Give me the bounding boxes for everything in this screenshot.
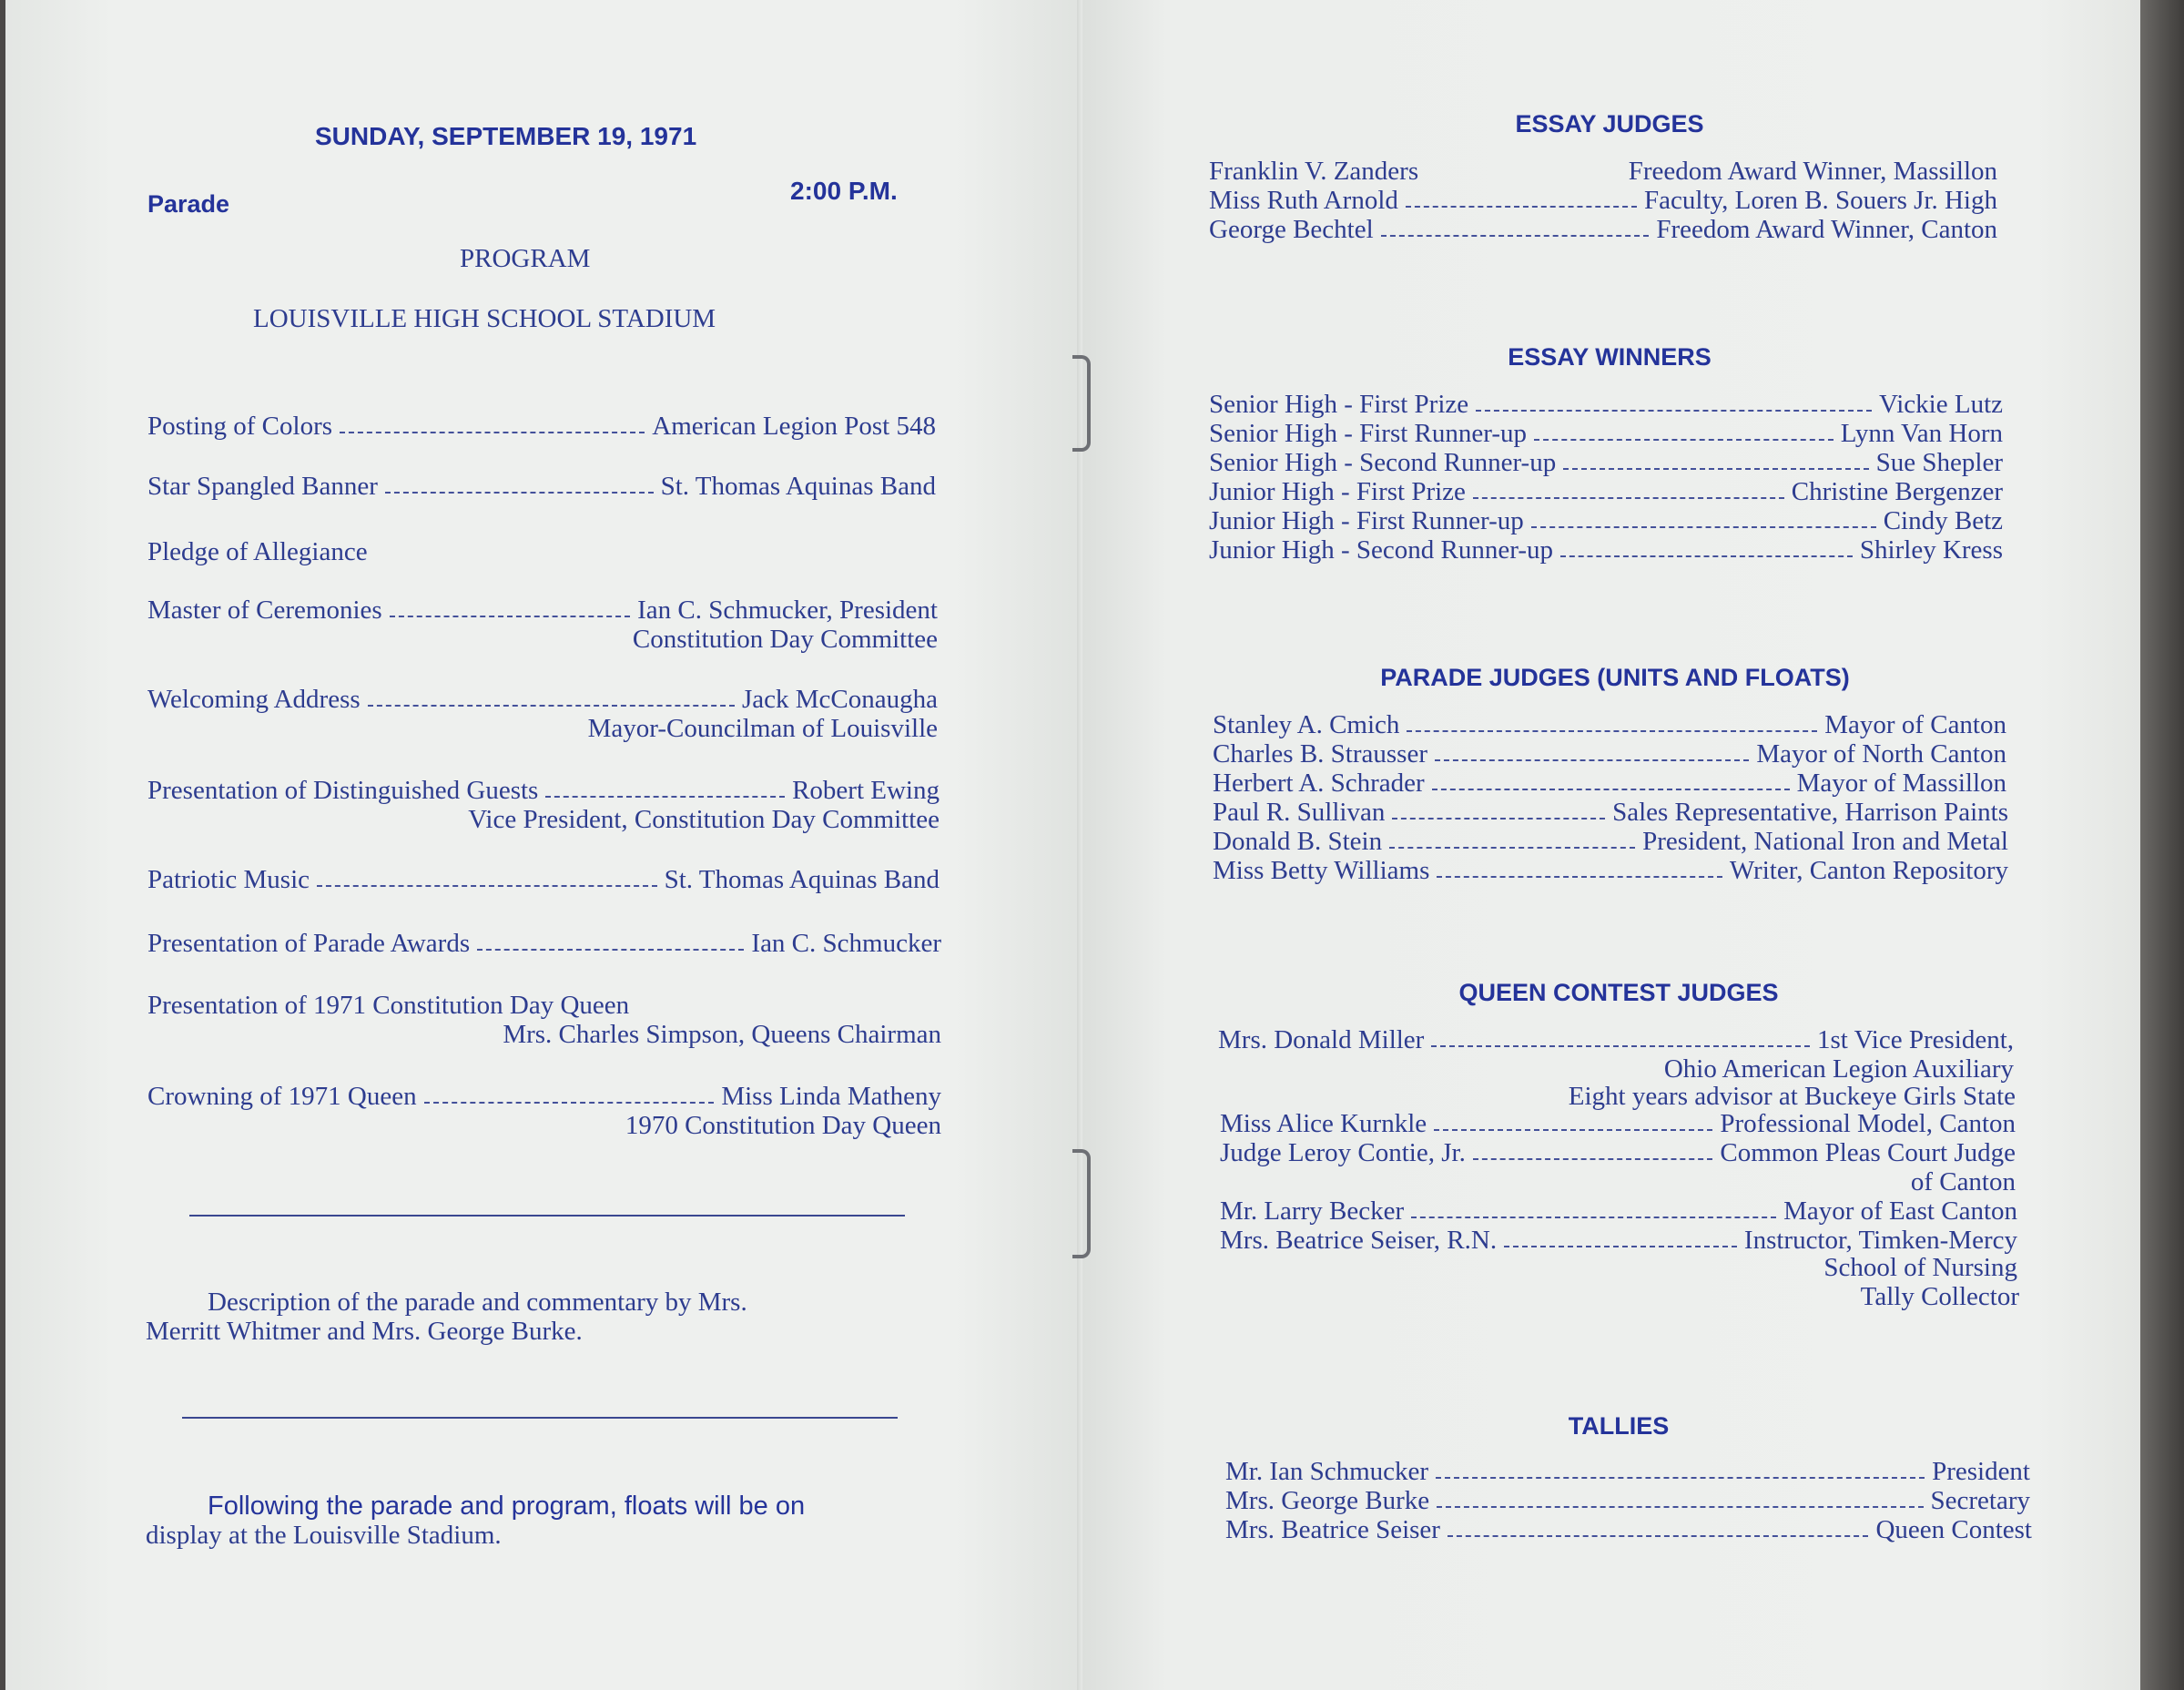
program-item: Master of Ceremonies Ian C. Schmucker, President xyxy=(147,596,938,625)
commentary-line2: Merritt Whitmer and Mrs. George Burke. xyxy=(146,1317,583,1346)
essay-winner-row: Senior High - First Runner-up Lynn Van Horn xyxy=(1209,419,2003,448)
program-item: Presentation of Distinguished Guests Robert Ewing xyxy=(147,776,940,805)
program-item: Pledge of Allegiance xyxy=(147,537,368,566)
queen-judge-row: Miss Alice Kurnkle Professional Model, Canton xyxy=(1220,1109,2016,1138)
queen-judge-row: Mrs. Donald Miller 1st Vice President, xyxy=(1218,1025,2014,1054)
program-title: PROGRAM xyxy=(460,244,591,273)
program-item-detail: Mayor-Councilman of Louisville xyxy=(587,714,938,743)
queen-judge-row: Mrs. Beatrice Seiser, R.N. Instructor, Timken-Mercy xyxy=(1220,1226,2017,1255)
queen-judge-detail: Tally Collector xyxy=(1860,1282,2019,1311)
queen-judge-detail: of Canton xyxy=(1910,1167,2016,1196)
program-date: SUNDAY, SEPTEMBER 19, 1971 xyxy=(315,122,697,150)
parade-judges-title: PARADE JUDGES (UNITS AND FLOATS) xyxy=(1380,664,1850,691)
program-item-detail: Constitution Day Committee xyxy=(632,625,938,654)
staple-bottom xyxy=(1072,1149,1091,1258)
tally-row: Mrs. Beatrice Seiser Queen Contest xyxy=(1225,1515,2032,1544)
essay-judges-title: ESSAY JUDGES xyxy=(1515,110,1704,137)
parade-judge-row: Charles B. Strausser Mayor of North Canton xyxy=(1213,739,2006,769)
program-item: Crowning of 1971 Queen Miss Linda Matheny xyxy=(147,1082,941,1111)
divider xyxy=(189,1215,905,1217)
essay-judge-row: George Bechtel Freedom Award Winner, Canton xyxy=(1209,215,1997,244)
commentary-line1: Description of the parade and commentary by Mrs. xyxy=(208,1288,747,1317)
parade-judge-row: Herbert A. Schrader Mayor of Massillon xyxy=(1213,769,2006,798)
essay-judge-row: Miss Ruth Arnold Faculty, Loren B. Souers Jr. High xyxy=(1209,186,1997,215)
essay-winners-title: ESSAY WINNERS xyxy=(1508,343,1712,371)
parade-label: Parade xyxy=(147,190,230,218)
queen-judges-title: QUEEN CONTEST JUDGES xyxy=(1458,979,1779,1006)
essay-judge-row: Franklin V. Zanders Freedom Award Winner, Massillon xyxy=(1209,157,1997,186)
essay-winner-row: Junior High - First Runner-up Cindy Betz xyxy=(1209,506,2003,535)
following-line2: display at the Louisville Stadium. xyxy=(146,1521,502,1550)
venue: LOUISVILLE HIGH SCHOOL STADIUM xyxy=(253,304,716,333)
program-item: Welcoming Address Jack McConaugha xyxy=(147,685,938,714)
parade-judge-row: Stanley A. Cmich Mayor of Canton xyxy=(1213,710,2006,739)
queen-judge-detail: Eight years advisor at Buckeye Girls State xyxy=(1568,1082,2016,1111)
staple-top xyxy=(1072,355,1091,452)
tallies-title: TALLIES xyxy=(1568,1412,1670,1440)
program-item-detail: Vice President, Constitution Day Committee xyxy=(468,805,940,834)
following-line1: Following the parade and program, floats will be on xyxy=(208,1491,806,1521)
program-item: Presentation of 1971 Constitution Day Queen xyxy=(147,991,630,1020)
queen-judge-row: Mr. Larry Becker Mayor of East Canton xyxy=(1220,1196,2017,1226)
queen-judge-row: Judge Leroy Contie, Jr. Common Pleas Court Judge xyxy=(1220,1138,2016,1167)
tally-row: Mrs. George Burke Secretary xyxy=(1225,1486,2030,1515)
program-item: Presentation of Parade Awards Ian C. Schmucker xyxy=(147,929,941,958)
parade-judge-row: Donald B. Stein President, National Iron and Metal xyxy=(1213,827,2008,856)
parade-judge-row: Miss Betty Williams Writer, Canton Repository xyxy=(1213,856,2008,885)
queen-judge-detail: School of Nursing xyxy=(1823,1253,2017,1282)
parade-time: 2:00 P.M. xyxy=(790,177,898,205)
divider xyxy=(182,1417,898,1419)
program-item: Posting of Colors American Legion Post 548 xyxy=(147,412,936,441)
parade-judge-row: Paul R. Sullivan Sales Representative, Harrison Paints xyxy=(1213,798,2008,827)
program-item: Star Spangled Banner St. Thomas Aquinas Band xyxy=(147,472,936,501)
essay-winner-row: Senior High - First Prize Vickie Lutz xyxy=(1209,390,2003,419)
essay-winner-row: Junior High - Second Runner-up Shirley Kress xyxy=(1209,535,2003,565)
essay-winner-row: Senior High - Second Runner-up Sue Shepler xyxy=(1209,448,2003,477)
program-item-detail: 1970 Constitution Day Queen xyxy=(625,1111,941,1140)
program-item-detail: Mrs. Charles Simpson, Queens Chairman xyxy=(503,1020,941,1049)
essay-winner-row: Junior High - First Prize Christine Bergenzer xyxy=(1209,477,2003,506)
tally-row: Mr. Ian Schmucker President xyxy=(1225,1457,2030,1486)
background-edge xyxy=(2140,0,2184,1690)
queen-judge-detail: Ohio American Legion Auxiliary xyxy=(1663,1054,2014,1084)
program-item: Patriotic Music St. Thomas Aquinas Band xyxy=(147,865,940,894)
